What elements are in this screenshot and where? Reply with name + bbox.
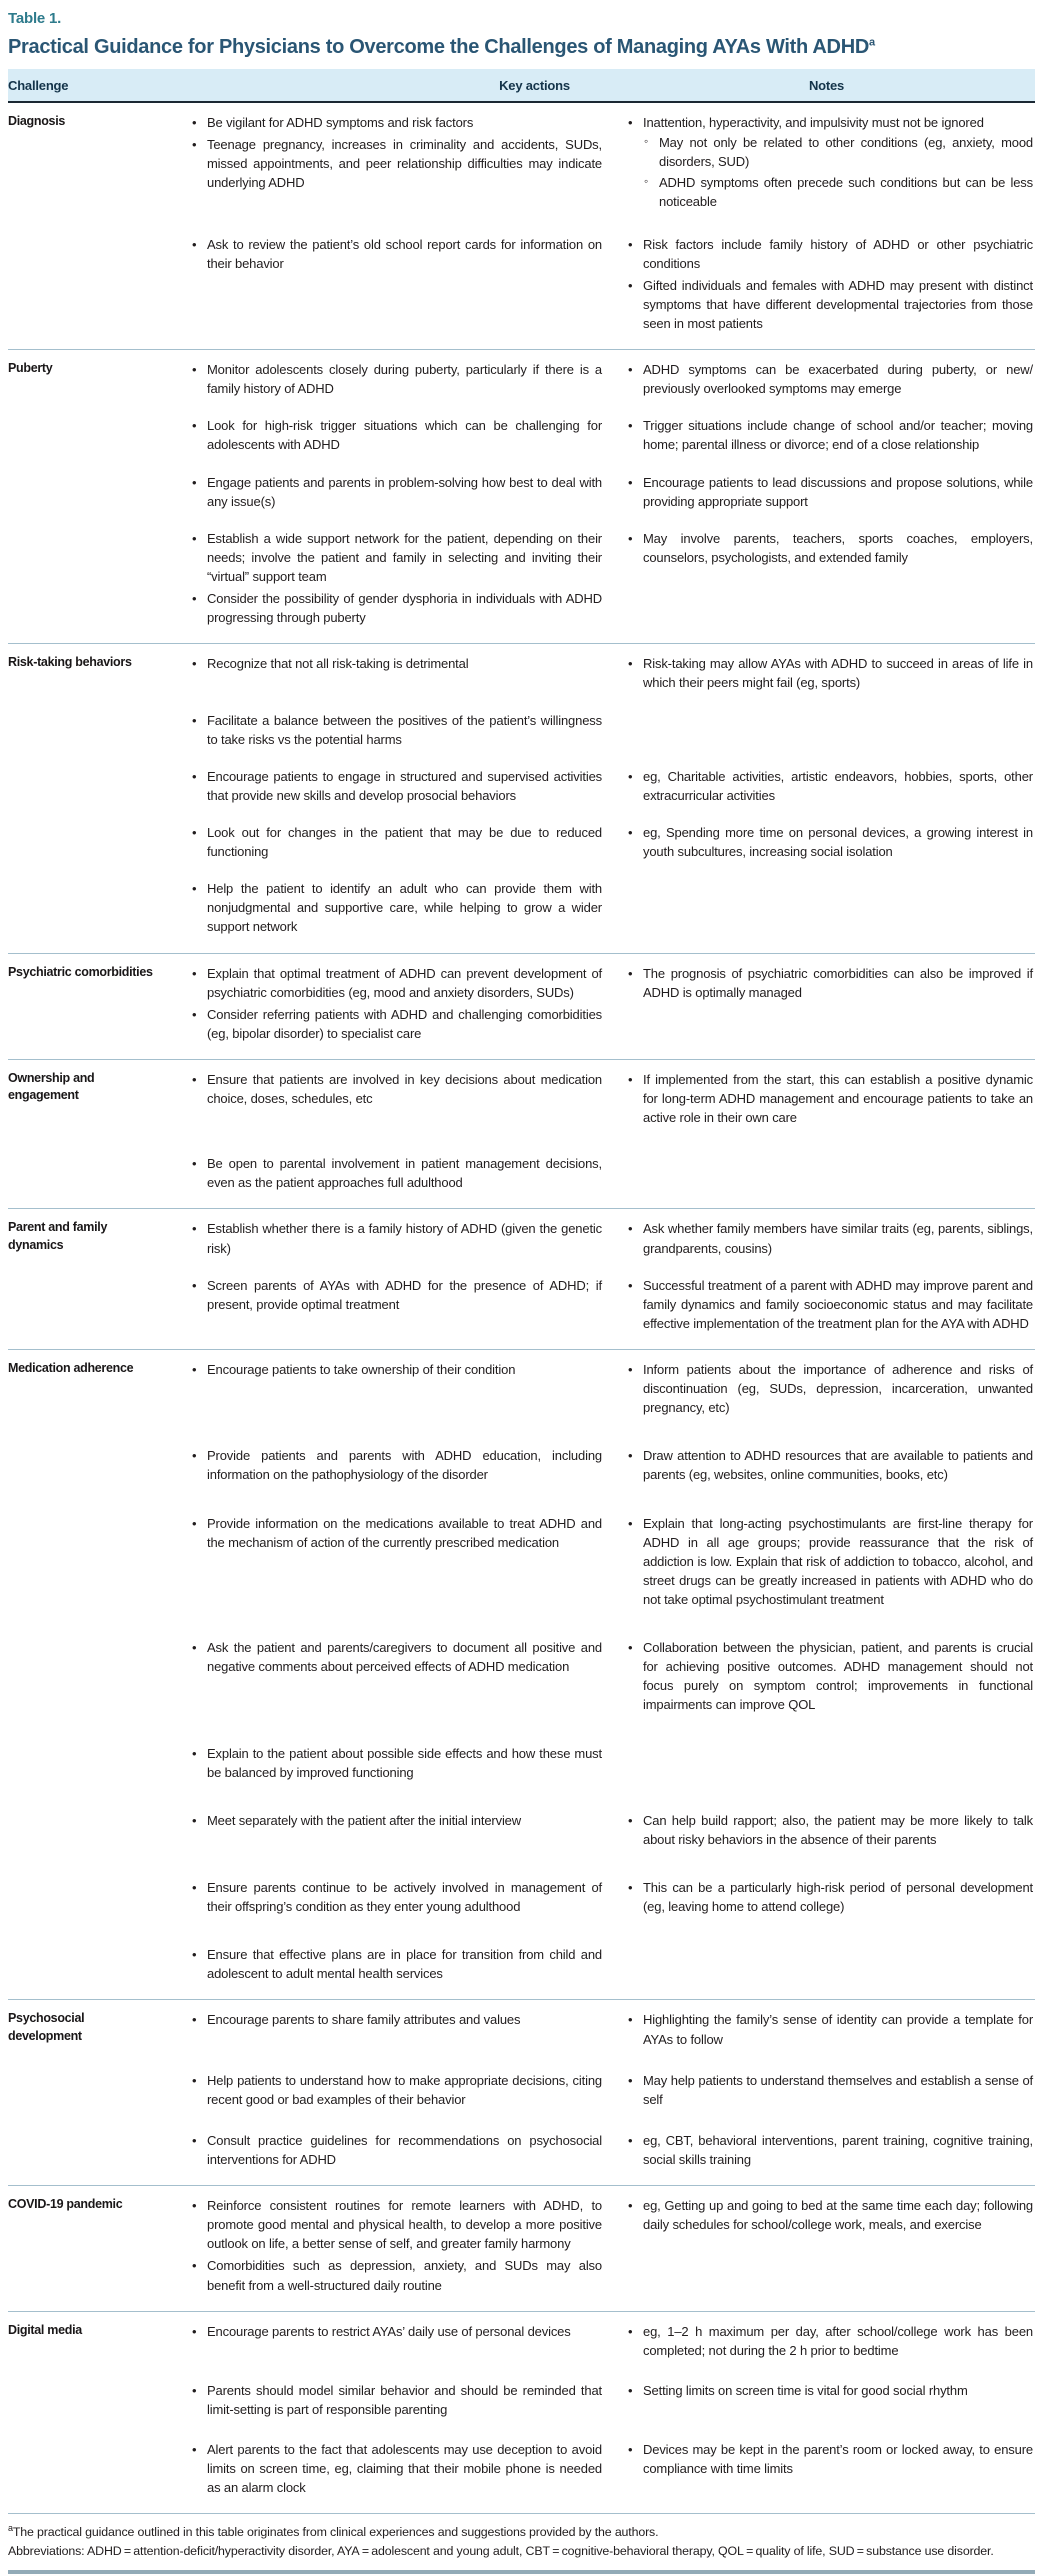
action-item-text: Look for high-risk trigger situations which can be challenging for adolescents with ADHD bbox=[207, 418, 602, 453]
table-row bbox=[8, 2186, 1035, 2312]
actions-list bbox=[166, 235, 618, 337]
action-item bbox=[190, 113, 602, 132]
row-segment bbox=[166, 1638, 1035, 1717]
action-item bbox=[190, 1005, 602, 1043]
notes-list bbox=[618, 2440, 1035, 2500]
title-text: Practical Guidance for Physicians to Overcome the Challenges of Managing AYAs With ADHD bbox=[8, 36, 869, 58]
notes-list bbox=[618, 1276, 1035, 1336]
row-segment bbox=[166, 711, 1035, 752]
action-item bbox=[190, 964, 602, 1002]
action-item-text: Encourage patients to take ownership of their condition bbox=[207, 1362, 516, 1378]
row-segment bbox=[166, 2381, 1035, 2422]
notes-list bbox=[618, 823, 1035, 864]
notes-list bbox=[618, 654, 1035, 695]
actions-list bbox=[166, 1446, 618, 1487]
note-item-text: If implemented from the start, this can establish a positive dynamic for long-term ADHD management and encourage patients to take an active role in their own care bbox=[643, 1071, 1033, 1126]
table-row bbox=[8, 1350, 1035, 2000]
actions-list bbox=[166, 529, 618, 631]
action-item bbox=[190, 235, 602, 273]
row-segment bbox=[166, 360, 1035, 401]
action-item-text: Explain to the patient about possible side effects and how these must be balanced by improved functioning bbox=[207, 1745, 602, 1780]
action-item bbox=[190, 1276, 602, 1314]
note-item-text: Highlighting the family’s sense of identity can provide a template for AYAs to follow bbox=[643, 2012, 1033, 2047]
notes-list bbox=[618, 2071, 1035, 2112]
note-item bbox=[626, 113, 1033, 212]
note-item bbox=[626, 2381, 1033, 2400]
footnotes bbox=[8, 2522, 1035, 2560]
action-item-text: Meet separately with the patient after the initial interview bbox=[207, 1812, 522, 1828]
row-segment bbox=[166, 2440, 1035, 2500]
footnote-text: The practical guidance outlined in this table originates from clinical experiences and suggestions provided by the authors. bbox=[12, 2525, 659, 2540]
note-item bbox=[626, 1276, 1033, 1333]
row-segments bbox=[166, 113, 1035, 349]
note-item-text: Successful treatment of a parent with ADHD may improve parent and family dynamics and family socioeconomic status and may facilitate effective implementation of the treatment plan for the AYA with ADHD bbox=[643, 1277, 1033, 1331]
note-item bbox=[626, 2440, 1033, 2478]
row-segment bbox=[166, 1744, 1035, 1785]
row-segment bbox=[166, 235, 1035, 337]
row-segment bbox=[166, 2010, 1035, 2051]
note-item-text: Ask whether family members have similar traits (eg, parents, siblings, grandparents, cousins) bbox=[643, 1221, 1033, 1256]
action-item bbox=[190, 1446, 602, 1484]
table-header-row bbox=[8, 69, 1035, 103]
actions-list bbox=[166, 2440, 618, 2500]
action-item bbox=[190, 1154, 602, 1192]
action-item-text: Alert parents to the fact that adolescents may use deception to avoid limits on screen time, eg, claiming that their mobile phone is needed as an alarm clock bbox=[207, 2442, 602, 2496]
action-item bbox=[190, 2131, 602, 2169]
actions-list bbox=[166, 1219, 618, 1260]
challenge-label: Ownership and engagement bbox=[8, 1070, 95, 1103]
actions-list bbox=[166, 1154, 618, 1195]
table-row bbox=[8, 103, 1035, 350]
note-item-text: Explain that long-acting psychostimulants are first-line therapy for ADHD in all age groups; provide reassurance that the risk of addiction is low. Explain that risk of addiction to tobacco, alcohol, and street drugs can be greatly increased in patients with ADHD who do not take optimal psychostimulant treatment bbox=[643, 1515, 1033, 1608]
column-header-challenge: Challenge bbox=[8, 78, 69, 93]
action-item bbox=[190, 1070, 602, 1108]
notes-list bbox=[618, 1811, 1035, 1852]
row-segment bbox=[166, 2322, 1035, 2363]
note-item-text: This can be a particularly high-risk period of personal development (eg, leaving home to attend college) bbox=[643, 1880, 1033, 1915]
actions-list bbox=[166, 964, 618, 1046]
note-item-text: eg, CBT, behavioral interventions, parent training, cognitive training, social skills training bbox=[643, 2132, 1033, 2167]
note-sub-item-text: May not only be related to other conditions (eg, anxiety, mood disorders, SUD) bbox=[659, 135, 1033, 170]
note-item bbox=[626, 1811, 1033, 1849]
note-item bbox=[626, 964, 1033, 1002]
note-item-text: Inattention, hyperactivity, and impulsivity must not be ignored bbox=[643, 115, 984, 130]
challenge-label: Psychiatric comorbidities bbox=[8, 964, 153, 979]
notes-list bbox=[618, 879, 1035, 939]
note-item bbox=[626, 1070, 1033, 1127]
notes-list bbox=[618, 1154, 1035, 1195]
row-segment bbox=[166, 473, 1035, 514]
actions-list bbox=[166, 2131, 618, 2172]
note-item bbox=[626, 2131, 1033, 2169]
note-item bbox=[626, 235, 1033, 273]
row-segment bbox=[166, 2071, 1035, 2112]
actions-list bbox=[166, 1276, 618, 1336]
actions-list bbox=[166, 1878, 618, 1919]
actions-list bbox=[166, 1744, 618, 1785]
action-item bbox=[190, 1744, 602, 1782]
note-item bbox=[626, 1446, 1033, 1484]
note-item-text: eg, Spending more time on personal devices, a growing interest in youth subcultures, increasing social isolation bbox=[643, 824, 1033, 860]
challenge-label: COVID-19 pandemic bbox=[8, 2197, 123, 2212]
notes-list bbox=[618, 529, 1035, 631]
note-item bbox=[626, 416, 1033, 454]
row-segment bbox=[166, 879, 1035, 939]
row-segments bbox=[166, 360, 1035, 643]
action-item-text: Provide information on the medications available to treat ADHD and the mechanism of action of the currently prescribed medication bbox=[207, 1515, 602, 1550]
notes-list bbox=[618, 416, 1035, 457]
row-segments bbox=[166, 654, 1035, 952]
note-item-text: eg, Getting up and going to bed at the same time each day; following daily schedules for school/college work, meals, and exercise bbox=[643, 2198, 1033, 2233]
notes-list bbox=[618, 2322, 1035, 2363]
action-item-text: Be vigilant for ADHD symptoms and risk factors bbox=[207, 115, 474, 130]
action-item bbox=[190, 711, 602, 749]
note-item-text: Collaboration between the physician, patient, and parents is crucial for achieving positive outcomes. ADHD management should not focus purely on symptom control; improvements in functional impairments can improve QOL bbox=[643, 1640, 1033, 1713]
row-segment bbox=[166, 1360, 1035, 1420]
actions-list bbox=[166, 2381, 618, 2422]
bottom-rule bbox=[8, 2570, 1035, 2574]
note-item-text: Risk-taking may allow AYAs with ADHD to succeed in areas of life in which their peers might fail (eg, sports) bbox=[643, 656, 1033, 691]
actions-list bbox=[166, 879, 618, 939]
notes-list bbox=[618, 1514, 1035, 1613]
note-item-text: Inform patients about the importance of adherence and risks of discontinuation (eg, SUDs, depression, incarceration, unwanted pregnancy, etc) bbox=[643, 1362, 1033, 1416]
challenge-label: Medication adherence bbox=[8, 1361, 134, 1376]
action-item bbox=[190, 1945, 602, 1983]
challenge-label: Parent and family dynamics bbox=[8, 1220, 108, 1252]
row-segments bbox=[166, 2010, 1035, 2185]
note-item bbox=[626, 2196, 1033, 2234]
action-item-text: Establish a wide support network for the patient, depending on their needs; involve the patient and family in selecting and inviting their “virtual” support team bbox=[207, 530, 602, 584]
footnote-source bbox=[8, 2522, 1035, 2542]
action-item bbox=[190, 879, 602, 936]
table-body bbox=[8, 103, 1035, 2514]
action-item-text: Encourage patients to engage in structured and supervised activities that provide new skills and develop prosocial behaviors bbox=[207, 768, 602, 803]
row-segment bbox=[166, 964, 1035, 1046]
actions-list bbox=[166, 1514, 618, 1613]
actions-list bbox=[166, 711, 618, 752]
actions-list bbox=[166, 1070, 618, 1130]
table-row bbox=[8, 350, 1035, 644]
note-item-text: eg, Charitable activities, artistic endeavors, hobbies, sports, other extracurricular activities bbox=[643, 768, 1033, 803]
note-item bbox=[626, 654, 1033, 692]
action-item-text: Engage patients and parents in problem-solving how best to deal with any issue(s) bbox=[207, 474, 602, 509]
action-item bbox=[190, 1878, 602, 1916]
notes-list bbox=[618, 711, 1035, 752]
action-item-text: Encourage parents to share family attributes and values bbox=[207, 2012, 521, 2028]
action-item bbox=[190, 416, 602, 454]
actions-list bbox=[166, 360, 618, 401]
challenge-label: Diagnosis bbox=[8, 114, 66, 128]
action-item-text: Consider the possibility of gender dysphoria in individuals with ADHD progressing through puberty bbox=[207, 591, 602, 626]
row-segment bbox=[166, 1811, 1035, 1852]
action-item-text: Screen parents of AYAs with ADHD for the presence of ADHD; if present, provide optimal treatment bbox=[207, 1277, 602, 1312]
action-item bbox=[190, 2440, 602, 2497]
row-segment bbox=[166, 1154, 1035, 1195]
action-item-text: Ensure parents continue to be actively involved in management of their offspring’s condition as they enter young adulthood bbox=[207, 1880, 602, 1915]
action-item-text: Establish whether there is a family history of ADHD (given the genetic risk) bbox=[207, 1221, 602, 1256]
note-item-text: Risk factors include family history of ADHD or other psychiatric conditions bbox=[643, 236, 1033, 271]
table-row bbox=[8, 2000, 1035, 2186]
notes-list bbox=[618, 1638, 1035, 1717]
action-item-text: Ensure that patients are involved in key decisions about medication choice, doses, schedules, etc bbox=[207, 1071, 602, 1107]
action-item bbox=[190, 2256, 602, 2294]
action-item-text: Facilitate a balance between the positives of the patient’s willingness to take risks vs the potential harms bbox=[207, 712, 602, 747]
row-segment bbox=[166, 1945, 1035, 1986]
action-item-text: Consider referring patients with ADHD and challenging comorbidities (eg, bipolar disorder) to specialist care bbox=[207, 1006, 602, 1041]
note-sub-item bbox=[643, 133, 1033, 171]
notes-list bbox=[618, 1070, 1035, 1130]
row-segment bbox=[166, 767, 1035, 808]
actions-list bbox=[166, 1360, 618, 1420]
actions-list bbox=[166, 823, 618, 864]
action-item-text: Encourage parents to restrict AYAs’ daily use of personal devices bbox=[207, 2323, 571, 2339]
note-item bbox=[626, 823, 1033, 861]
action-item-text: Explain that optimal treatment of ADHD can prevent development of psychiatric comorbidities (eg, mood and anxiety disorders, SUDs) bbox=[207, 965, 602, 1000]
action-item-text: Recognize that not all risk-taking is detrimental bbox=[207, 656, 469, 672]
action-item-text: Monitor adolescents closely during puberty, particularly if there is a family history of ADHD bbox=[207, 362, 602, 397]
notes-list bbox=[618, 235, 1035, 337]
row-segments bbox=[166, 1070, 1035, 1209]
action-item bbox=[190, 823, 602, 861]
challenge-label: Risk-taking behaviors bbox=[8, 655, 132, 670]
action-item bbox=[190, 767, 602, 805]
actions-list bbox=[166, 2322, 618, 2363]
actions-list bbox=[166, 1811, 618, 1852]
note-item bbox=[626, 473, 1033, 511]
action-item-text: Look out for changes in the patient that may be due to reduced functioning bbox=[207, 824, 602, 860]
note-item bbox=[626, 1514, 1033, 1610]
notes-list bbox=[618, 1945, 1035, 1986]
notes-list bbox=[618, 2381, 1035, 2422]
actions-list bbox=[166, 113, 618, 215]
notes-list bbox=[618, 767, 1035, 808]
row-segments bbox=[166, 964, 1035, 1059]
action-item-text: Help the patient to identify an adult who can provide them with nonjudgmental and supportive care, while helping to grow a wider support network bbox=[207, 881, 602, 935]
action-item-text: Comorbidities such as depression, anxiety, and SUDs may also benefit from a well-structured daily routine bbox=[207, 2258, 602, 2293]
notes-list bbox=[618, 113, 1035, 215]
notes-list bbox=[618, 964, 1035, 1046]
row-segment bbox=[166, 1514, 1035, 1613]
actions-list bbox=[166, 1638, 618, 1717]
title-footnote-marker: a bbox=[868, 36, 875, 49]
action-item bbox=[190, 2322, 602, 2341]
row-segment bbox=[166, 2131, 1035, 2172]
note-sub-item bbox=[643, 173, 1033, 211]
note-sublist bbox=[643, 133, 1033, 211]
action-item-text: Teenage pregnancy, increases in criminality and accidents, SUDs, missed appointments, and peer relationship difficulties may indicate underlying ADHD bbox=[207, 137, 602, 191]
table-label: Table 1. bbox=[8, 10, 62, 27]
row-segment bbox=[166, 416, 1035, 457]
note-item bbox=[626, 1219, 1033, 1257]
note-item-text: Setting limits on screen time is vital for good social rhythm bbox=[643, 2382, 968, 2398]
notes-list bbox=[618, 1446, 1035, 1487]
actions-list bbox=[166, 767, 618, 808]
note-item-text: Encourage patients to lead discussions and propose solutions, while providing appropriate support bbox=[643, 474, 1033, 509]
action-item bbox=[190, 2071, 602, 2109]
action-item bbox=[190, 135, 602, 192]
note-item-text: ADHD symptoms can be exacerbated during puberty, or new/ previously overlooked symptoms may emerge bbox=[643, 362, 1033, 397]
note-item-text: Can help build rapport; also, the patient may be more likely to talk about risky behaviors in the absence of their parents bbox=[643, 1812, 1033, 1847]
challenge-label: Puberty bbox=[8, 361, 53, 376]
note-item-text: Draw attention to ADHD resources that are available to patients and parents (eg, websites, online communities, books, etc) bbox=[643, 1448, 1033, 1483]
action-item-text: Consult practice guidelines for recommendations on psychosocial interventions for ADHD bbox=[207, 2132, 602, 2167]
notes-list bbox=[618, 2131, 1035, 2172]
notes-list bbox=[618, 473, 1035, 514]
actions-list bbox=[166, 2010, 618, 2051]
note-item-text: Gifted individuals and females with ADHD may present with distinct symptoms that have different developmental trajectories from those seen in most patients bbox=[643, 277, 1033, 331]
actions-list bbox=[166, 2196, 618, 2298]
row-segment bbox=[166, 823, 1035, 864]
row-segments bbox=[166, 1360, 1035, 1999]
row-segments bbox=[166, 2196, 1035, 2311]
row-segment bbox=[166, 1070, 1035, 1130]
row-segments bbox=[166, 2322, 1035, 2514]
note-item-text: eg, 1–2 h maximum per day, after school/college work has been completed; not during the 2 h prior to bedtime bbox=[643, 2323, 1033, 2358]
notes-list bbox=[618, 1219, 1035, 1260]
action-item bbox=[190, 1811, 602, 1830]
action-item bbox=[190, 1360, 602, 1379]
note-item bbox=[626, 1360, 1033, 1417]
row-segment bbox=[166, 2196, 1035, 2298]
action-item bbox=[190, 529, 602, 586]
action-item bbox=[190, 1638, 602, 1676]
action-item-text: Reinforce consistent routines for remote learners with ADHD, to promote good mental and physical health, to develop a more positive outlook on life, a better sense of self, and greater family harmony bbox=[207, 2198, 602, 2252]
action-item-text: Ask the patient and parents/caregivers to document all positive and negative comments about perceived effects of ADHD medication bbox=[207, 1640, 602, 1675]
action-item bbox=[190, 2010, 602, 2029]
row-segment bbox=[166, 1276, 1035, 1336]
note-sub-item-text: ADHD symptoms often precede such conditions but can be less noticeable bbox=[659, 175, 1033, 210]
table-row bbox=[8, 644, 1035, 953]
action-item bbox=[190, 1219, 602, 1257]
action-item-text: Ensure that effective plans are in place for transition from child and adolescent to adult mental health services bbox=[207, 1947, 602, 1982]
table-row bbox=[8, 2312, 1035, 2515]
table-row bbox=[8, 1060, 1035, 1210]
note-item bbox=[626, 2071, 1033, 2109]
note-item-text: May help patients to understand themselves and establish a sense of self bbox=[643, 2072, 1033, 2107]
action-item bbox=[190, 589, 602, 627]
action-item bbox=[190, 360, 602, 398]
note-item-text: May involve parents, teachers, sports coaches, employers, counselors, psychologists, and extended family bbox=[643, 530, 1033, 565]
footnote-abbreviations: Abbreviations: ADHD = attention-deficit/hyperactivity disorder, AYA = adolescent and young adult, CBT = cognitive-behavioral therapy, QOL = quality of life, SUD = substance use disorder. bbox=[8, 2544, 994, 2559]
notes-list bbox=[618, 2196, 1035, 2298]
challenge-label: Psychosocial development bbox=[8, 2011, 85, 2043]
notes-list bbox=[618, 1878, 1035, 1919]
column-header-key-actions: Key actions bbox=[499, 78, 570, 93]
action-item-text: Be open to parental involvement in patient management decisions, even as the patient approaches full adulthood bbox=[207, 1156, 602, 1191]
action-item-text: Help patients to understand how to make appropriate decisions, citing recent good or bad examples of their behavior bbox=[207, 2072, 602, 2107]
action-item bbox=[190, 1514, 602, 1552]
note-item bbox=[626, 360, 1033, 398]
row-segment bbox=[166, 1219, 1035, 1260]
note-item-text: Devices may be kept in the parent’s room or locked away, to ensure compliance with time limits bbox=[643, 2442, 1033, 2477]
row-segment bbox=[166, 529, 1035, 631]
footnote-marker: a bbox=[8, 2523, 13, 2534]
action-item bbox=[190, 473, 602, 511]
row-segment bbox=[166, 1446, 1035, 1487]
action-item-text: Parents should model similar behavior and should be reminded that limit-setting is part of responsible parenting bbox=[207, 2382, 602, 2417]
note-item bbox=[626, 2322, 1033, 2360]
row-segment bbox=[166, 113, 1035, 215]
note-item bbox=[626, 2010, 1033, 2048]
action-item bbox=[190, 2381, 602, 2419]
actions-list bbox=[166, 654, 618, 695]
actions-list bbox=[166, 1945, 618, 1986]
table-row bbox=[8, 954, 1035, 1060]
table-row bbox=[8, 1209, 1035, 1350]
notes-list bbox=[618, 2010, 1035, 2051]
note-item bbox=[626, 767, 1033, 805]
actions-list bbox=[166, 416, 618, 457]
note-item bbox=[626, 276, 1033, 333]
action-item-text: Ask to review the patient’s old school report cards for information on their behavior bbox=[207, 236, 602, 271]
action-item bbox=[190, 654, 602, 673]
column-header-notes: Notes bbox=[808, 78, 845, 93]
note-item bbox=[626, 529, 1033, 567]
note-item-text: The prognosis of psychiatric comorbidities can also be improved if ADHD is optimally managed bbox=[643, 965, 1033, 1000]
actions-list bbox=[166, 473, 618, 514]
page-title bbox=[8, 36, 1035, 59]
note-item bbox=[626, 1638, 1033, 1714]
notes-list bbox=[618, 1744, 1035, 1785]
row-segment bbox=[166, 1878, 1035, 1919]
action-item-text: Provide patients and parents with ADHD education, including information on the pathophysiology of the disorder bbox=[207, 1448, 602, 1483]
note-item bbox=[626, 1878, 1033, 1916]
actions-list bbox=[166, 2071, 618, 2112]
note-item-text: Trigger situations include change of school and/or teacher; moving home; parental illness or divorce; end of a close relationship bbox=[643, 418, 1033, 453]
challenge-label: Digital media bbox=[8, 2322, 82, 2337]
row-segments bbox=[166, 1219, 1035, 1349]
notes-list bbox=[618, 1360, 1035, 1420]
action-item bbox=[190, 2196, 602, 2253]
row-segment bbox=[166, 654, 1035, 695]
notes-list bbox=[618, 360, 1035, 401]
